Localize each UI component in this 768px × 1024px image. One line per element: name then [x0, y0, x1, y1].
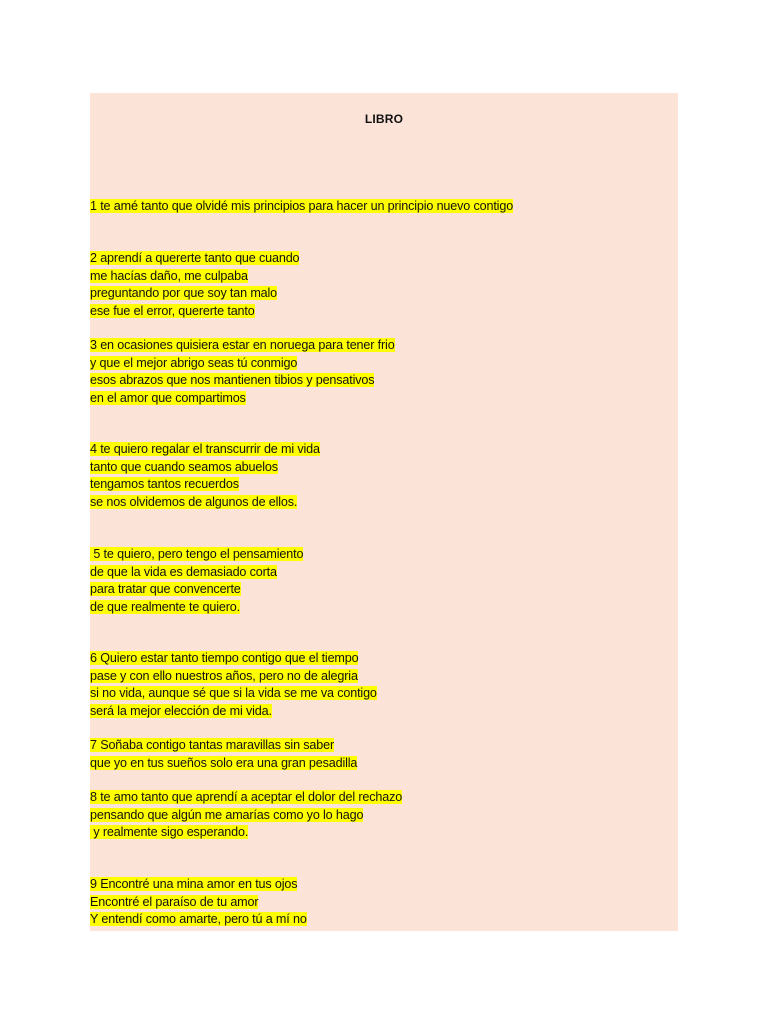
poem-line: 5 te quiero, pero tengo el pensamiento — [90, 547, 304, 561]
poem-line: ese fue el error, quererte tanto — [90, 303, 255, 318]
poem-line: Y entendí como amarte, pero tú a mí no — [90, 912, 307, 926]
stanza-2 — [90, 249, 678, 319]
poem-line: en el amor que compartimos — [90, 390, 246, 405]
poem-line: Encontré el paraíso de tu amor — [90, 894, 259, 909]
stanza-7 — [90, 736, 678, 771]
poem-line: 4 te quiero regalar el transcurrir de mi vida — [90, 442, 320, 456]
poem-line: si no vida, aunque sé que si la vida se me va contigo — [90, 686, 377, 700]
poem-line: 6 Quiero estar tanto tiempo contigo que el tiempo — [90, 651, 359, 665]
poem-line: preguntando por que soy tan malo — [90, 286, 278, 300]
poem-line: 7 Soñaba contigo tantas maravillas sin saber — [90, 738, 335, 752]
document-page — [90, 93, 678, 931]
poem-line: será la mejor elección de mi vida. — [90, 703, 272, 718]
poem-line: me hacías daño, me culpaba — [90, 268, 248, 283]
stanza-8 — [90, 788, 678, 841]
stanza-4 — [90, 440, 678, 510]
poem-line: tengamos tantos recuerdos — [90, 477, 239, 491]
poem-line: y que el mejor abrigo seas tú conmigo — [90, 355, 298, 370]
document-title: LIBRO — [364, 112, 404, 126]
stanza-9 — [90, 875, 678, 928]
stanza-5 — [90, 545, 678, 615]
poem-line: esos abrazos que nos mantienen tibios y pensativos — [90, 373, 375, 387]
poem-line: de que la vida es demasiado corta — [90, 564, 277, 579]
poem-line: que yo en tus sueños solo era una gran pesadilla — [90, 755, 358, 770]
poem-line: pensando que algún me amarías como yo lo hago — [90, 807, 364, 822]
stanza-3 — [90, 336, 678, 406]
poem-line: se nos olvidemos de algunos de ellos. — [90, 494, 298, 509]
poem-line: pase y con ello nuestros años, pero no de alegria — [90, 668, 358, 683]
poem-line: 8 te amo tanto que aprendí a aceptar el dolor del rechazo — [90, 790, 403, 804]
poem-line: 3 en ocasiones quisiera estar en noruega para tener frio — [90, 338, 395, 352]
poem-line: tanto que cuando seamos abuelos — [90, 459, 278, 474]
stanza-1 — [90, 197, 678, 215]
poem-line: 1 te amé tanto que olvidé mis principios para hacer un principio nuevo contigo — [90, 199, 514, 213]
stanza-6 — [90, 649, 678, 719]
poem-line: 2 aprendí a quererte tanto que cuando — [90, 251, 300, 265]
poem-line: para tratar que convencerte — [90, 582, 241, 596]
poem-line: de que realmente te quiero. — [90, 599, 240, 614]
poem-line: y realmente sigo esperando. — [90, 825, 249, 839]
poem-line: 9 Encontré una mina amor en tus ojos — [90, 877, 298, 891]
